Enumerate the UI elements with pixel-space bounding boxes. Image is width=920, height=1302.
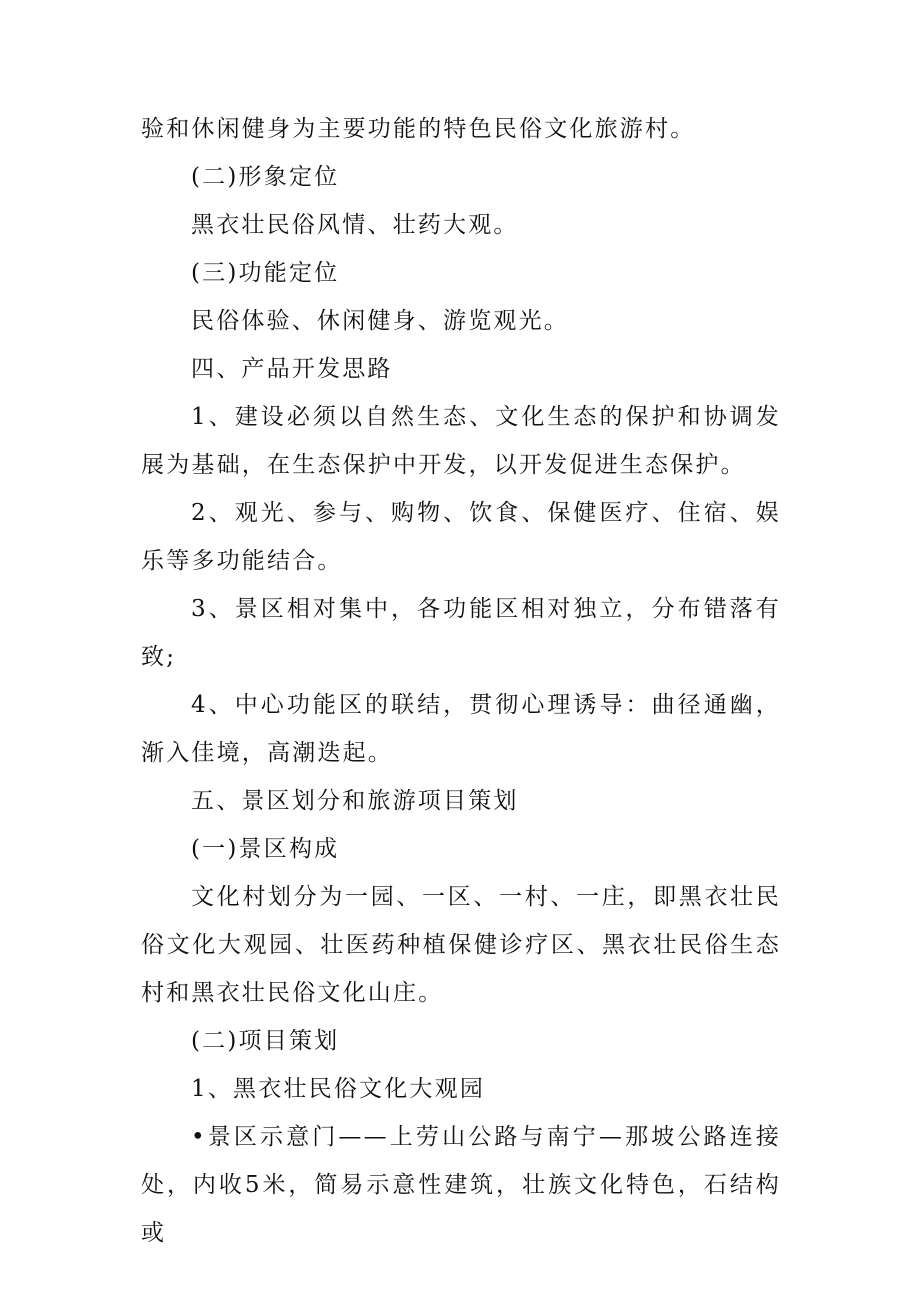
list-item-4: 4、中心功能区的联结，贯彻心理诱导：曲径通幽，渐入佳境，高潮迭起。	[141, 692, 781, 766]
paragraph-function-positioning: 民俗体验、休闲健身、游览观光。	[191, 308, 569, 334]
paragraph-scenic-composition: 文化村划分为一园、一区、一村、一庄，即黑衣壮民俗文化大观园、壮医药种植保健诊疗区、黑衣壮民俗生态村和黑衣壮民俗文化山庄。	[141, 884, 781, 1006]
heading-product-development: 四、产品开发思路	[191, 356, 393, 382]
heading-image-positioning: (二)形象定位	[191, 164, 340, 190]
paragraph-image-positioning: 黑衣壮民俗风情、壮药大观。	[191, 212, 519, 238]
list-item-1: 1、建设必须以自然生态、文化生态的保护和协调发展为基础，在生态保护中开发，以开发促进生态保护。	[141, 404, 781, 478]
heading-scenic-composition: (一)景区构成	[191, 836, 340, 862]
paragraph-continuation: 验和休闲健身为主要功能的特色民俗文化旅游村。	[141, 116, 696, 142]
list-item-3: 3、景区相对集中，各功能区相对独立，分布错落有致;	[141, 596, 781, 670]
heading-project-planning: (二)项目策划	[191, 1028, 340, 1054]
list-item-2: 2、观光、参与、购物、饮食、保健医疗、住宿、娱乐等多功能结合。	[141, 500, 781, 574]
heading-scenic-division: 五、景区划分和旅游项目策划	[191, 788, 519, 814]
heading-folk-culture-park: 1、黑衣壮民俗文化大观园	[191, 1076, 486, 1102]
document-body	[141, 105, 781, 1257]
bullet-scenic-gate: •景区示意门——上劳山公路与南宁—那坡公路连接处，内收5米，简易示意性建筑，壮族文化特色，石结构或	[141, 1124, 781, 1246]
heading-function-positioning: (三)功能定位	[191, 260, 340, 286]
